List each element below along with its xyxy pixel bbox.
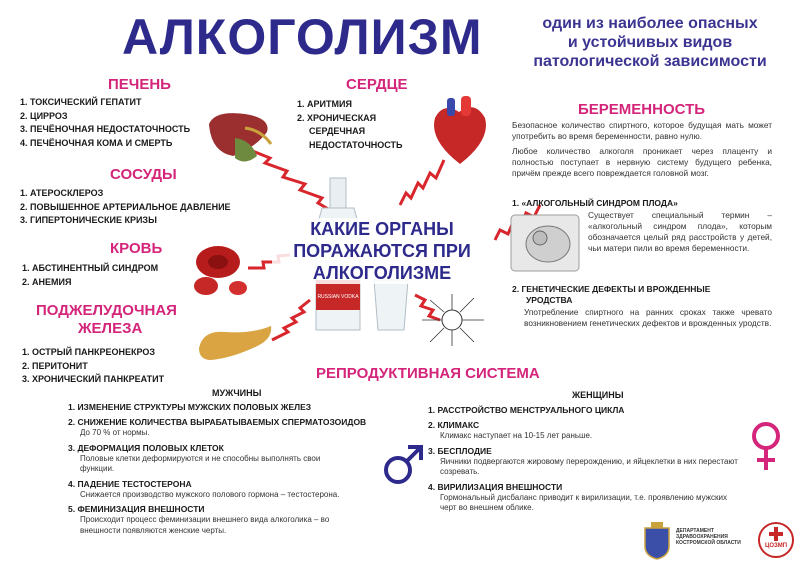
liver-title: ПЕЧЕНЬ [108, 76, 171, 93]
pregnancy-paragraph-1: Безопасное количество спиртного, которое будущая мать может употребить во время беременности, равно нулю. [512, 120, 772, 141]
bottle-label: RUSSIAN VODKA [317, 294, 359, 300]
list-item: 2. КЛИМАКС [428, 420, 480, 430]
dept-line-1: ДЕПАРТАМЕНТ [676, 528, 714, 534]
pancreas-title-line-2: ЖЕЛЕЗА [78, 320, 143, 337]
pregnancy-title: БЕРЕМЕННОСТЬ [578, 101, 706, 118]
list-item: 2. ХРОНИЧЕСКАЯ [297, 112, 377, 123]
heart-list [297, 98, 403, 152]
fetal-syndrome-text: Существует специальный термин – «алкогольный синдром плода», которым обозначается целый ряд расстройств у детей, чьи матери пили во время беременности. [588, 210, 772, 253]
dept-line-2: ЗДРАВООХРАНЕНИЯ [676, 534, 728, 540]
list-item-text: Яичники подвергаются жировому перерождению, и яйцеклетки в них перестают созревать. [440, 456, 738, 476]
list-item: 1. АТЕРОСКЛЕРОЗ [20, 188, 104, 198]
genetic-defects-line-2: УРОДСТВА [526, 295, 573, 305]
blood-title: КРОВЬ [110, 240, 163, 257]
coat-of-arms-logo [642, 522, 672, 560]
list-item: НЕДОСТАТОЧНОСТЬ [309, 139, 403, 150]
female-symbol-icon [746, 420, 786, 474]
list-item-text: До 70 % от нормы. [80, 428, 150, 437]
list-item: 4. ПАДЕНИЕ ТЕСТОСТЕРОНА [68, 478, 192, 489]
list-item: 3. ГИПЕРТОНИЧЕСКИЕ КРИЗЫ [20, 215, 157, 225]
vessels-title: СОСУДЫ [110, 166, 177, 183]
pancreas-illustration [195, 318, 275, 366]
list-item: 1. РАССТРОЙСТВО МЕНСТРУАЛЬНОГО ЦИКЛА [428, 405, 625, 415]
list-item: 2. АНЕМИЯ [22, 276, 72, 287]
list-item-text: Снижается производство мужского полового гормона – тестостерона. [80, 489, 340, 499]
list-item: 4. ВИРИЛИЗАЦИЯ ВНЕШНОСТИ [428, 481, 563, 492]
fetus-illustration [510, 214, 580, 272]
list-item: 4. ПЕЧЁНОЧНАЯ КОМА И СМЕРТЬ [20, 137, 173, 148]
list-item: СЕРДЕЧНАЯ [309, 126, 366, 136]
list-item: 1. ИЗМЕНЕНИЕ СТРУКТУРЫ МУЖСКИХ ПОЛОВЫХ ЖЕЛЕЗ [68, 402, 312, 412]
list-item-text: Климакс наступает на 10-15 лет раньше. [440, 431, 593, 440]
center-question-line-2: ПОРАЖАЮТСЯ ПРИ [293, 241, 471, 261]
fetal-syndrome-heading: 1. «АЛКОГОЛЬНЫЙ СИНДРОМ ПЛОДА» [512, 198, 678, 208]
list-item-text: Гормональный дисбаланс приводит к вирилизации, т.е. проявлению мужских черт во внешнем облике. [440, 492, 727, 512]
liver-list [20, 96, 190, 150]
list-item: 2. ПОВЫШЕННОЕ АРТЕРИАЛЬНОЕ ДАВЛЕНИЕ [20, 201, 231, 212]
heart-title: СЕРДЦЕ [346, 76, 408, 93]
dept-logo-text [676, 528, 741, 546]
list-item-text: Происходит процесс феминизации внешнего вида алкоголика – во внешности появляются женские черты. [80, 515, 330, 535]
list-item: 2. СНИЖЕНИЕ КОЛИЧЕСТВА ВЫРАБАТЫВАЕМЫХ СПЕРМАТОЗОИДОВ [68, 417, 367, 427]
red-cross-icon [769, 527, 783, 541]
list-item: 1. АБСТИНЕНТНЫЙ СИНДРОМ [22, 263, 159, 273]
women-heading: ЖЕНЩИНЫ [572, 390, 624, 400]
center-question-line-3: АЛКОГОЛИЗМЕ [312, 263, 452, 283]
pancreas-list [22, 346, 164, 387]
list-item: 5. ФЕМИНИЗАЦИЯ ВНЕШНОСТИ [68, 504, 205, 514]
men-heading: МУЖЧИНЫ [212, 388, 262, 398]
list-item: 2. ПЕРИТОНИТ [22, 360, 88, 371]
center-question-line-1: КАКИЕ ОРГАНЫ [310, 219, 454, 239]
list-item-text: Половые клетки деформируются и не способны выполнять свои функции. [80, 453, 321, 473]
subtitle-line-2: и устойчивых видов [567, 34, 733, 51]
list-item: 2. ЦИРРОЗ [20, 110, 68, 121]
list-item: 3. ХРОНИЧЕСКИЙ ПАНКРЕАТИТ [22, 374, 165, 384]
subtitle-line-1: один из наиболее опасных [542, 15, 758, 32]
pregnancy-paragraph-2: Любое количество алкоголя проникает через плаценту и полностью поступает в нервную систему будущего ребенка, причём прежде всего повреждается головной мозг. [512, 146, 772, 178]
liver-illustration [205, 108, 275, 168]
sperm-egg-illustration [412, 290, 492, 350]
vessels-list [20, 187, 231, 228]
center-logo [758, 522, 794, 558]
list-item: 1. ТОКСИЧЕСКИЙ ГЕПАТИТ [20, 97, 142, 107]
list-item: 3. ДЕФОРМАЦИЯ ПОЛОВЫХ КЛЕТОК [68, 442, 224, 453]
genetic-defects-heading [512, 284, 710, 306]
center-question [272, 218, 492, 284]
genetic-defects-line-1: 2. ГЕНЕТИЧЕСКИЕ ДЕФЕКТЫ И ВРОЖДЕННЫЕ [512, 284, 711, 294]
women-list [428, 405, 758, 514]
pancreas-title-line-1: ПОДЖЕЛУДОЧНАЯ [36, 302, 177, 319]
subtitle-line-3: патологической зависимости [533, 53, 767, 70]
list-item: 3. ПЕЧЁНОЧНАЯ НЕДОСТАТОЧНОСТЬ [20, 124, 191, 134]
list-item: 1. АРИТМИЯ [297, 99, 352, 109]
blood-cells-illustration [188, 240, 258, 300]
genetic-defects-text: Употребление спиртного на ранних сроках также чревато возникновением генетических дефектов и врожденных уродств. [524, 307, 772, 328]
main-title: АЛКОГОЛИЗМ [122, 9, 483, 65]
dept-line-3: КОСТРОМСКОЙ ОБЛАСТИ [676, 540, 741, 546]
subtitle [505, 14, 795, 71]
men-list [68, 402, 408, 536]
pancreas-title [36, 302, 177, 338]
repro-title: РЕПРОДУКТИВНАЯ СИСТЕМА [316, 365, 540, 382]
male-symbol-icon [380, 442, 426, 488]
heart-illustration [425, 96, 495, 168]
list-item: 1. ОСТРЫЙ ПАНКРЕОНЕКРОЗ [22, 347, 156, 357]
blood-list [22, 262, 158, 289]
list-item: 3. БЕСПЛОДИЕ [428, 445, 492, 456]
center-logo-text: ЦОЗМП [764, 543, 788, 549]
